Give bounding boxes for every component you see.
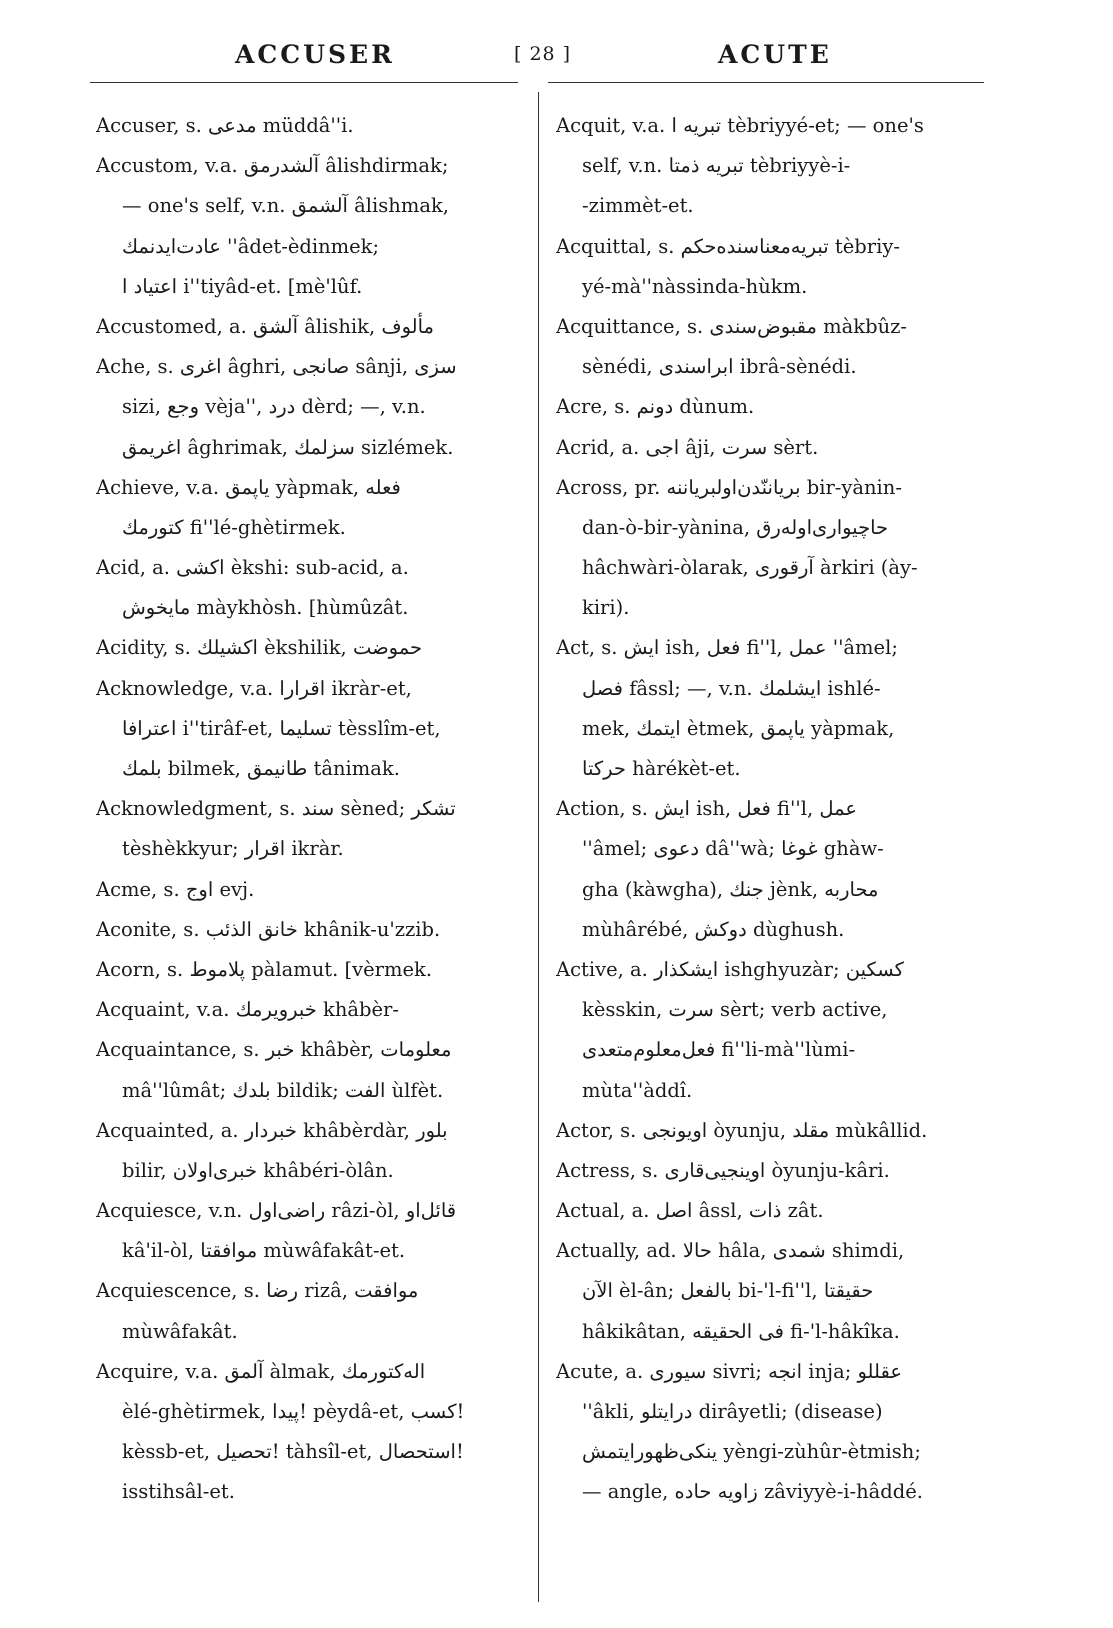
entry-continuation-line: mâ''lûmât; بلدك bildik; الفت ùlfèt.	[122, 1078, 444, 1102]
entry-continuation-line: kèsskin, سرت sèrt; verb active,	[582, 998, 888, 1022]
left-column	[96, 106, 526, 1513]
header-rule-right	[548, 82, 984, 83]
page-number: [ 28 ]	[514, 43, 572, 65]
entry-headword-line: Acrid, a. اجی âji, سرت sèrt.	[556, 435, 819, 459]
entry-continuation-line: مایخوش màykhòsh. [hùmûzât.	[122, 596, 409, 620]
entry-continuation-line: mek, ایتمك ètmek, یاپمق yàpmak,	[582, 716, 895, 740]
entry-headword-line: Acme, s. اوج evj.	[96, 877, 255, 901]
entry-headword-line: Accuser, s. مدعى müddâ''i.	[96, 114, 354, 137]
entry-headword-line: Accustom, v.a. آلشدرمق âlishdirmak;	[96, 154, 449, 178]
entry-headword-line: Acquaintance, s. خبر khâbèr, معلومات	[96, 1038, 452, 1062]
entry-continuation-line: èlé-ghètirmek, پیدا! pèydâ-et, کسب!	[122, 1400, 465, 1423]
header-rule-left	[90, 82, 518, 83]
entry-headword-line: Aconite, s. خانق الذئب khânik-u'zzib.	[96, 917, 441, 941]
entry-continuation-line: اغریمق âghrimak, سزلمك sizlémek.	[122, 435, 454, 459]
entry-continuation-line: isstihsâl-et.	[122, 1480, 235, 1504]
page-header	[0, 36, 1113, 76]
header-left-guide-word: ACCUSER	[235, 40, 395, 69]
entry-continuation-line: فصل fâssl; —, v.n. ایشلمك ishlé-	[582, 676, 881, 700]
entry-headword-line: Active, a. ایشکذار ishghyuzàr; کسکین	[556, 957, 904, 981]
entry-continuation-line: self, v.n. تبریه ذمتا tèbriyyè-i-	[582, 154, 851, 178]
entry-headword-line: Acquit, v.a. تبریه ا tèbriyyé-et; — one's	[556, 114, 924, 137]
entry-continuation-line: -zimmèt-et.	[582, 194, 694, 218]
entry-continuation-line: kiri).	[582, 596, 630, 620]
entry-headword-line: Action, s. ایش ish, فعل fi''l, عمل	[556, 797, 858, 821]
entry-headword-line: Acquiesce, v.n. راضی‌اول râzi-òl, قائل‌او	[96, 1199, 457, 1223]
entry-headword-line: Actual, a. اصل âssl, ذات zât.	[556, 1199, 824, 1223]
entry-headword-line: Actor, s. اویونجی òyunju, مقلد mùkâllid.	[556, 1118, 928, 1142]
entry-continuation-line: hâkikâtan, فی الحقیقه fi-'l-hâkîka.	[582, 1319, 900, 1343]
entry-headword-line: Acute, a. سیوری sivri; انجه inja; عقللو	[556, 1359, 902, 1383]
entry-continuation-line: mùwâfakât.	[122, 1319, 238, 1343]
entry-headword-line: Acquire, v.a. آلمق àlmak, الەکتورمك	[96, 1359, 426, 1383]
entry-continuation-line: — angle, زاویه حاده zâviyyè-i-hâddé.	[582, 1480, 924, 1504]
entry-continuation-line: mùta''àddî.	[582, 1078, 693, 1102]
entry-continuation-line: yé-mà''nàssinda-hùkm.	[582, 274, 808, 298]
entry-continuation-line: sizi, وجع vèja'', درد dèrd; —, v.n.	[122, 395, 426, 419]
entry-continuation-line: عادت‌ایدنمك ''âdet-èdinmek;	[122, 234, 380, 258]
entry-headword-line: Acquainted, a. خبردار khâbèrdàr, بلور	[96, 1118, 448, 1142]
entry-headword-line: Accustomed, a. آلشق âlishik, مألوف	[96, 314, 434, 338]
entry-headword-line: Acquittal, s. تبریه‌معناسنده‌حکم tèbriy-	[556, 234, 900, 258]
entry-headword-line: Acre, s. دونم dùnum.	[556, 395, 755, 419]
entry-headword-line: Acidity, s. اکشیلك èkshilik, حموضت	[96, 636, 423, 660]
entry-continuation-line: mùhârébé, دوکش dùghush.	[582, 917, 845, 941]
entry-headword-line: Acknowledgment, s. سند sèned; تشکر	[96, 797, 456, 821]
entry-headword-line: Actually, ad. حالا hâla, شمدی shimdi,	[556, 1239, 905, 1263]
entry-headword-line: Act, s. ایش ish, فعل fi''l, عمل ''âmel;	[556, 636, 898, 660]
entry-continuation-line: ''âkli, درایتلو dirâyetli; (disease)	[582, 1400, 883, 1423]
entry-continuation-line: — one's self, v.n. آلشمق âlishmak,	[122, 194, 449, 218]
entry-continuation-line: sènédi, ابراسندی ibrâ-sènédi.	[582, 355, 857, 379]
entry-headword-line: Acknowledge, v.a. اقرارا ikràr-et,	[96, 676, 412, 700]
entry-continuation-line: gha (kàwgha), جنك jènk, محاربه	[582, 877, 879, 901]
entry-headword-line: Ache, s. اغری âghri, صانجی sânji, سزی	[96, 355, 457, 379]
entry-continuation-line: اعتیاد ا i''tiyâd-et. [mè'lûf.	[122, 274, 363, 298]
entry-continuation-line: dan-ò-bir-yànina, حاچیواری‌اولەرق	[582, 515, 889, 539]
entry-continuation-line: hâchwàri-òlarak, آرقوری àrkiri (ày-	[582, 556, 918, 580]
right-column	[556, 106, 988, 1513]
entry-headword-line: Acquaint, v.a. خبرویرمك khâbèr-	[96, 998, 399, 1022]
entry-continuation-line: الآن èl-ân; بالفعل bi-'l-fi''l, حقیقتا	[582, 1279, 874, 1303]
entry-headword-line: Acorn, s. پلاموط pàlamut. [vèrmek.	[96, 957, 433, 981]
entry-headword-line: Across, pr. بریاننّدن‌اولبریاننه bir-yànin-	[556, 475, 902, 499]
column-divider	[538, 92, 539, 1602]
entry-headword-line: Acid, a. اکشی èkshi: sub-acid, a.	[96, 556, 409, 580]
entry-headword-line: Achieve, v.a. یاپمق yàpmak, فعله	[96, 475, 401, 499]
entry-continuation-line: کتورمك fi''lé-ghètirmek.	[122, 515, 346, 539]
entry-continuation-line: ینکی‌ظهورایتمش yèngi-zùhûr-ètmish;	[582, 1440, 921, 1464]
header-right-guide-word: ACUTE	[718, 40, 832, 69]
entry-continuation-line: kèssb-et, تحصیل! tàhsîl-et, استحصال!	[122, 1440, 464, 1464]
entry-continuation-line: حرکتا hàrékèt-et.	[582, 757, 741, 780]
entry-continuation-line: ''âmel; دعوی dâ''wà; غوغا ghàw-	[582, 837, 884, 861]
entry-headword-line: Acquittance, s. مقبوض‌سندی màkbûz-	[556, 314, 908, 338]
entry-continuation-line: فعل‌معلوم‌متعدی fi''li-mà''lùmi-	[582, 1038, 856, 1062]
entry-continuation-line: اعترافا i''tirâf-et, تسلیما tèsslîm-et,	[122, 716, 441, 740]
entry-headword-line: Acquiescence, s. رضا rizâ, موافقت	[96, 1279, 419, 1303]
entry-continuation-line: tèshèkkyur; اقرار ikràr.	[122, 837, 344, 861]
entry-headword-line: Actress, s. اوینجیی‌قاری òyunju-kâri.	[556, 1158, 890, 1182]
entry-continuation-line: bilir, خبری‌اولان khâbéri-òlân.	[122, 1158, 394, 1182]
entry-continuation-line: بلمك bilmek, طانیمق tânimak.	[122, 757, 400, 780]
entry-continuation-line: kâ'il-òl, موافقتا mùwâfakât-et.	[122, 1239, 406, 1263]
